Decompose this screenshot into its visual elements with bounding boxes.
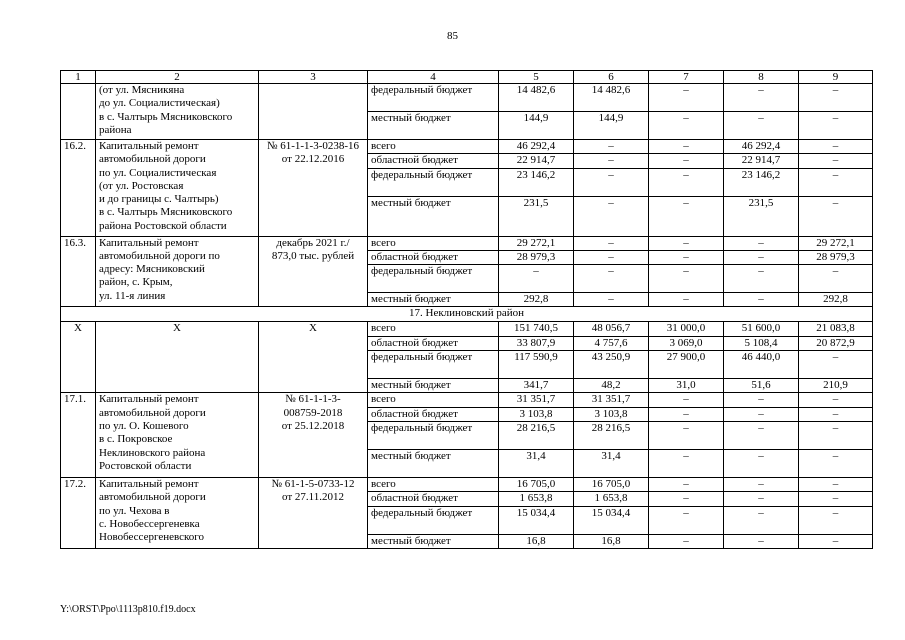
amount-cell: 3 103,8 <box>574 407 649 421</box>
amount-cell: – <box>499 265 574 293</box>
amount-cell: – <box>799 393 873 407</box>
amount-cell: 46 440,0 <box>724 351 799 379</box>
amount-cell: – <box>724 506 799 534</box>
amount-cell: – <box>649 140 724 154</box>
amount-cell: – <box>649 449 724 477</box>
amount-cell: – <box>724 421 799 449</box>
funding-source: федеральный бюджет <box>368 351 499 379</box>
amount-cell: – <box>799 351 873 379</box>
amount-cell: 151 740,5 <box>499 322 574 336</box>
table-row <box>61 477 873 491</box>
section-title: 17. Неклиновский район <box>61 307 873 322</box>
amount-cell: 31,4 <box>499 449 574 477</box>
amount-cell: – <box>649 492 724 506</box>
amount-cell: – <box>799 477 873 491</box>
amount-cell: – <box>799 84 873 112</box>
funding-source: областной бюджет <box>368 154 499 168</box>
item-number: 16.2. <box>61 140 96 237</box>
amount-cell: 28 979,3 <box>499 250 574 264</box>
amount-cell: 144,9 <box>574 112 649 140</box>
section-row <box>61 307 873 322</box>
amount-cell: 15 034,4 <box>574 506 649 534</box>
column-number: 9 <box>799 71 873 84</box>
amount-cell: 23 146,2 <box>499 168 574 196</box>
budget-table <box>60 70 873 549</box>
amount-cell: 28 979,3 <box>799 250 873 264</box>
amount-cell: – <box>649 236 724 250</box>
funding-source: федеральный бюджет <box>368 168 499 196</box>
amount-cell: – <box>724 492 799 506</box>
amount-cell: 1 653,8 <box>574 492 649 506</box>
amount-cell: – <box>649 407 724 421</box>
amount-cell: – <box>724 293 799 307</box>
amount-cell: – <box>799 154 873 168</box>
amount-cell: 144,9 <box>499 112 574 140</box>
amount-cell: – <box>724 84 799 112</box>
amount-cell: – <box>799 112 873 140</box>
amount-cell: 33 807,9 <box>499 336 574 350</box>
amount-cell: 4 757,6 <box>574 336 649 350</box>
funding-source: федеральный бюджет <box>368 84 499 112</box>
document-reference: № 61-1-1-3-0238-16 от 22.12.2016 <box>259 140 368 237</box>
amount-cell: 21 083,8 <box>799 322 873 336</box>
amount-cell: 28 216,5 <box>499 421 574 449</box>
amount-cell: 29 272,1 <box>799 236 873 250</box>
funding-source: федеральный бюджет <box>368 265 499 293</box>
amount-cell: – <box>649 84 724 112</box>
funding-source: областной бюджет <box>368 250 499 264</box>
column-number: 8 <box>724 71 799 84</box>
amount-cell: 210,9 <box>799 379 873 393</box>
amount-cell: – <box>574 265 649 293</box>
amount-cell: – <box>649 265 724 293</box>
item-description: Капитальный ремонт автомобильной дороги по ул. Чехова в с. Новобессергеневка Новобессергеневского <box>96 477 259 548</box>
column-number: 3 <box>259 71 368 84</box>
amount-cell: 43 250,9 <box>574 351 649 379</box>
document-reference: № 61-1-5-0733-12 от 27.11.2012 <box>259 477 368 548</box>
amount-cell: 3 069,0 <box>649 336 724 350</box>
funding-source: федеральный бюджет <box>368 421 499 449</box>
funding-source: областной бюджет <box>368 336 499 350</box>
amount-cell: 20 872,9 <box>799 336 873 350</box>
header-row <box>61 71 873 84</box>
funding-source: местный бюджет <box>368 379 499 393</box>
item-number: 17.2. <box>61 477 96 548</box>
funding-source: областной бюджет <box>368 492 499 506</box>
item-number: 16.3. <box>61 236 96 307</box>
column-number: 5 <box>499 71 574 84</box>
document-cell <box>259 84 368 140</box>
amount-cell: 16,8 <box>574 534 649 548</box>
amount-cell: 341,7 <box>499 379 574 393</box>
amount-cell: 27 900,0 <box>649 351 724 379</box>
funding-source: всего <box>368 393 499 407</box>
item-number <box>61 84 96 140</box>
amount-cell: 31,0 <box>649 379 724 393</box>
document-reference: декабрь 2021 г./ 873,0 тыс. рублей <box>259 236 368 307</box>
amount-cell: 23 146,2 <box>724 168 799 196</box>
item-description: (от ул. Мясникяна до ул. Социалистическая) в с. Чалтырь Мясниковского района <box>96 84 259 140</box>
table-row <box>61 236 873 250</box>
amount-cell: 31 351,7 <box>499 393 574 407</box>
amount-cell: – <box>724 265 799 293</box>
amount-cell: 28 216,5 <box>574 421 649 449</box>
column-number: 1 <box>61 71 96 84</box>
amount-cell: 3 103,8 <box>499 407 574 421</box>
amount-cell: – <box>649 393 724 407</box>
amount-cell: – <box>574 154 649 168</box>
amount-cell: – <box>724 236 799 250</box>
amount-cell: 51 600,0 <box>724 322 799 336</box>
amount-cell: 15 034,4 <box>499 506 574 534</box>
amount-cell: – <box>724 393 799 407</box>
amount-cell: 22 914,7 <box>499 154 574 168</box>
item-number: 17.1. <box>61 393 96 478</box>
amount-cell: 46 292,4 <box>724 140 799 154</box>
table-row <box>61 84 873 112</box>
amount-cell: – <box>799 506 873 534</box>
amount-cell: – <box>649 506 724 534</box>
amount-cell: 48 056,7 <box>574 322 649 336</box>
amount-cell: 231,5 <box>499 196 574 236</box>
amount-cell: – <box>799 407 873 421</box>
page-number: 85 <box>447 30 458 42</box>
column-number: 2 <box>96 71 259 84</box>
amount-cell: 46 292,4 <box>499 140 574 154</box>
amount-cell: 292,8 <box>799 293 873 307</box>
amount-cell: 5 108,4 <box>724 336 799 350</box>
amount-cell: – <box>799 196 873 236</box>
document-reference: № 61-1-1-3- 008759-2018 от 25.12.2018 <box>259 393 368 478</box>
file-path: Y:\ORST\Ppo\1113p810.f19.docx <box>60 604 196 615</box>
amount-cell: 48,2 <box>574 379 649 393</box>
amount-cell: – <box>574 250 649 264</box>
funding-source: всего <box>368 322 499 336</box>
amount-cell: – <box>799 492 873 506</box>
table-row <box>61 140 873 154</box>
amount-cell: 31,4 <box>574 449 649 477</box>
amount-cell: – <box>799 534 873 548</box>
amount-cell: 14 482,6 <box>574 84 649 112</box>
amount-cell: – <box>649 477 724 491</box>
amount-cell: – <box>649 534 724 548</box>
amount-cell: – <box>799 449 873 477</box>
x-marker: Х <box>61 322 96 393</box>
item-description: Капитальный ремонт автомобильной дороги по адресу: Мясниковский район, с. Крым, ул. 11-я линия <box>96 236 259 307</box>
amount-cell: 22 914,7 <box>724 154 799 168</box>
table-row <box>61 322 873 336</box>
amount-cell: – <box>724 112 799 140</box>
amount-cell: – <box>799 168 873 196</box>
amount-cell: – <box>649 293 724 307</box>
amount-cell: 1 653,8 <box>499 492 574 506</box>
amount-cell: 292,8 <box>499 293 574 307</box>
amount-cell: – <box>724 407 799 421</box>
amount-cell: – <box>799 265 873 293</box>
amount-cell: – <box>799 140 873 154</box>
amount-cell: – <box>649 421 724 449</box>
amount-cell: 29 272,1 <box>499 236 574 250</box>
amount-cell: – <box>574 236 649 250</box>
column-number: 7 <box>649 71 724 84</box>
amount-cell: – <box>724 534 799 548</box>
amount-cell: – <box>724 449 799 477</box>
amount-cell: 31 000,0 <box>649 322 724 336</box>
amount-cell: 16 705,0 <box>499 477 574 491</box>
amount-cell: – <box>574 140 649 154</box>
amount-cell: 31 351,7 <box>574 393 649 407</box>
amount-cell: 14 482,6 <box>499 84 574 112</box>
funding-source: всего <box>368 477 499 491</box>
amount-cell: – <box>649 250 724 264</box>
amount-cell: – <box>799 421 873 449</box>
x-marker: Х <box>96 322 259 393</box>
column-number: 4 <box>368 71 499 84</box>
amount-cell: – <box>649 196 724 236</box>
funding-source: местный бюджет <box>368 449 499 477</box>
column-number: 6 <box>574 71 649 84</box>
amount-cell: – <box>574 293 649 307</box>
amount-cell: 117 590,9 <box>499 351 574 379</box>
amount-cell: – <box>724 250 799 264</box>
item-description: Капитальный ремонт автомобильной дороги по ул. Социалистическая (от ул. Ростовская и до границы с. Чалтырь) в с. Чалтырь Мясниковского района Ростовской области <box>96 140 259 237</box>
amount-cell: – <box>574 168 649 196</box>
amount-cell: – <box>649 154 724 168</box>
table-row <box>61 393 873 407</box>
funding-source: местный бюджет <box>368 196 499 236</box>
funding-source: местный бюджет <box>368 293 499 307</box>
amount-cell: – <box>649 112 724 140</box>
funding-source: всего <box>368 236 499 250</box>
amount-cell: 16,8 <box>499 534 574 548</box>
amount-cell: 51,6 <box>724 379 799 393</box>
funding-source: местный бюджет <box>368 534 499 548</box>
amount-cell: 231,5 <box>724 196 799 236</box>
amount-cell: – <box>649 168 724 196</box>
funding-source: областной бюджет <box>368 407 499 421</box>
funding-source: федеральный бюджет <box>368 506 499 534</box>
funding-source: местный бюджет <box>368 112 499 140</box>
x-marker: Х <box>259 322 368 393</box>
amount-cell: – <box>724 477 799 491</box>
amount-cell: – <box>574 196 649 236</box>
item-description: Капитальный ремонт автомобильной дороги по ул. О. Кошевого в с. Покровское Неклиновского района Ростовской области <box>96 393 259 478</box>
funding-source: всего <box>368 140 499 154</box>
amount-cell: 16 705,0 <box>574 477 649 491</box>
